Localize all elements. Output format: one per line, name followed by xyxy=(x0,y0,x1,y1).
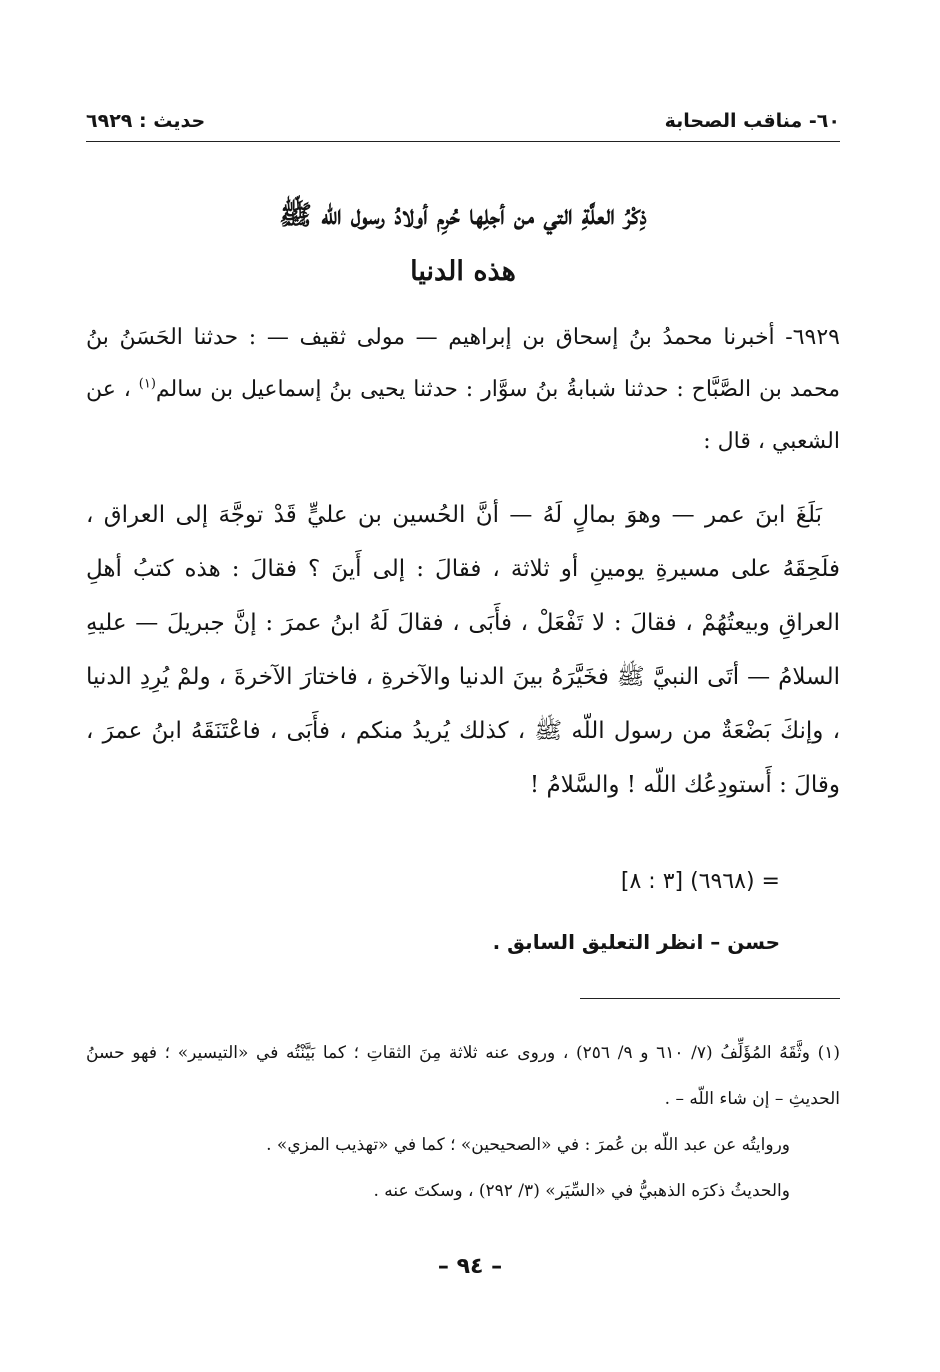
matn-text: بَلَغَ ابنَ عمر — وهوَ بمالٍ لَهُ — أنَّ الحُسين بن عليٍّ قَدْ توجَّهَ إلى العراق ، فلَحِقَهُ على مسيرةِ يومينِ أو ثلاثة ، فقالَ : إلى أَينَ ؟ فقالَ : هذه كتبُ أهلِ العراقِ وبيعتُهُمْ ، فقالَ : لا تَفْعَلْ ، فأَبَى ، فقالَ لَهُ ابنُ عمرَ : إنَّ جبريلَ — عليهِ السلامُ — أتَى النبيَّ ﷺ فخَيَّرَهُ بينَ الدنيا والآخرةِ ، فاختارَ الآخرةَ ، ولمْ يُرِدِ الدنيا ، وإنكَ بَضْعَةٌ من رسول اللّه ﷺ ، كذلك يُريدُ منكم ، فأَبَى ، فاعْتَنَقَهُ ابنُ عمرَ ، وقالَ : أَستودِعُك اللّه ! والسَّلامُ ! xyxy=(86,502,840,798)
header-divider xyxy=(86,141,840,142)
hadith-grading: حسن – انظر التعليق السابق . xyxy=(492,930,780,954)
isnad-paragraph xyxy=(86,312,840,468)
matn-paragraph xyxy=(86,488,840,812)
cross-reference: = (٦٩٦٨) [٣ : ٨] xyxy=(620,869,780,894)
footnote-marker: (١) xyxy=(138,376,156,392)
page-number: – ٩٤ – xyxy=(437,1254,503,1279)
running-header xyxy=(86,104,840,138)
isnad-text-end: ، عن الشعبي ، قال : xyxy=(86,377,840,454)
footnote-3: والحديثُ ذكرَه الذهبيُّ في «السِّيَر» (٣/ ٢٩٢) ، وسكتَ عنه . xyxy=(373,1181,790,1201)
footnote-1: (١) وثَّقَهُ المُؤَلِّفُ (٧/ ٦١٠ و ٩/ ٢٥٦) ، وروى عنه ثلاثة مِنَ الثقاتِ ؛ كما بَيَّنْتُه في «التيسير» ؛ فهو حسنُ الحديثِ – إن شاء اللّه – . xyxy=(86,1043,841,1109)
footnote-divider xyxy=(580,998,840,999)
footnote-2: وروايتُه عن عبد اللّه بن عُمرَ : في «الصحيحين» ؛ كما في «تهذيب المزي» . xyxy=(266,1135,790,1155)
chapter-heading: ٦٠- مناقب الصحابة xyxy=(664,110,840,132)
footnotes xyxy=(86,1030,840,1214)
section-title xyxy=(86,188,840,300)
section-title-line-1: ذِكْرُ العلَّةِ التي من أجلِها حُرِم أولادُ رسول اللّه ﷺ xyxy=(279,200,647,231)
isnad-text: ٦٩٢٩- أخبرنا محمدُ بنُ إسحاق بن إبراهيم — مولى ثقيف — : حدثنا الحَسَنُ بنُ محمد بن الصَّبَّاح : حدثنا شبابةُ بنُ سوَّار : حدثنا يحيى بنُ إسماعيل بن سالم xyxy=(86,325,840,402)
hadith-number-heading: حديث : ٦٩٢٩ xyxy=(86,110,206,132)
section-title-line-2: هذه الدنيا xyxy=(410,256,516,287)
